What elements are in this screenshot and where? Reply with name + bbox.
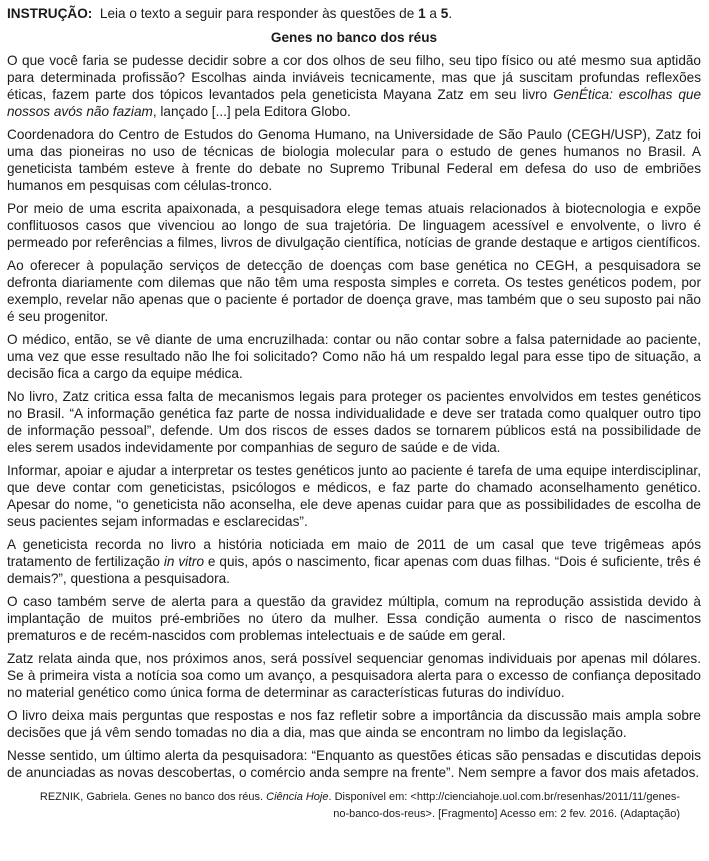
text-segment: Informar, apoiar e ajudar a interpretar os testes genéticos junto ao paciente é tarefa de uma equipe interdisciplinar, que deve contar com geneticistas, psicólogos e médicos, e faz parte do chamado aconselhamento genético. Apesar do nome, “o geneticista não aconselha, ele deve apenas cuidar para que as possibilidades de escolha de seus pacientes sejam informadas e esclarecidas”.: [7, 463, 701, 529]
text-segment: Leia o texto a seguir para responder às questões de: [92, 6, 419, 21]
paragraph: [7, 52, 701, 120]
text-segment: REZNIK, Gabriela. Genes no banco dos réus.: [39, 791, 267, 803]
text-segment: O que você faria se pudesse decidir sobre a cor dos olhos de seu filho, seu tipo físico ou até mesmo sua aptidão para determinada profissão? Escolhas ainda inviáveis tecnicamente, mas que já suscitam profundas reflexões éticas, fazem parte dos tópicos levantados pela geneticista Mayana Zatz em seu livro: [7, 53, 701, 102]
text-segment: O caso também serve de alerta para a questão da gravidez múltipla, comum na reprodução assistida devido à implantação de muitos pré-embriões no útero da mulher. Essa condição aumenta o risco de nascimentos prematuros e de recém-nascidos com problemas intelectuais e de saúde em geral.: [7, 594, 701, 643]
text-segment: O médico, então, se vê diante de uma encruzilhada: contar ou não contar sobre a falsa paternidade ao paciente, uma vez que esse resultado não lhe foi solicitado? Como não há um respaldo legal para esse tipo de situação, a decisão fica a cargo da equipe médica.: [7, 332, 701, 381]
text-title: Genes no banco dos réus: [270, 30, 438, 45]
text-segment: . Disponível em: <http://cienciahoje.uol.com.br/resenhas/2011/11/genes-no-banco-dos-reus>. [Fragmento] Acesso em: 2 fev. 2016. (Adaptação): [328, 791, 680, 820]
text-segment: 5: [440, 6, 449, 21]
instruction-line: [7, 5, 701, 22]
text-segment: A geneticista recorda no livro a história noticiada em maio de 2011 de um casal que teve trigêmeas após tratamento de fertilização: [7, 537, 701, 569]
paragraph: [7, 593, 701, 644]
text-segment: O livro deixa mais perguntas que respostas e nos faz refletir sobre a importância da discussão mais ampla sobre decisões que já vêm sendo tomadas no dia a dia, mas que ainda se encontram no limbo da legislação.: [7, 708, 701, 740]
text-segment: No livro, Zatz critica essa falta de mecanismos legais para proteger os pacientes envolvidos em testes genéticos no Brasil. “A informação genética faz parte de nossa individualidade e deve ser tratada como qualquer outro tipo de informação pessoal”, defende. Um dos riscos de esses dados se tornarem públicos está na possibilidade de eles serem usados indevidamente por companhias de seguro de saúde e de vida.: [7, 389, 701, 455]
text-segment: a: [425, 6, 441, 21]
text-segment: Ciência Hoje: [266, 791, 329, 803]
paragraph: [7, 331, 701, 382]
paragraph: [7, 650, 701, 701]
text-segment: .: [448, 6, 453, 21]
paragraph: [7, 200, 701, 251]
paragraph: [7, 257, 701, 325]
citation-reference: [25, 789, 680, 823]
text-segment: Nesse sentido, um último alerta da pesquisadora: “Enquanto as questões éticas são pensadas e discutidas depois de anunciadas as novas descobertas, o comércio anda sempre na frente”. Nem sempre a favor dos mais afetados.: [7, 748, 701, 780]
text-segment: Coordenadora do Centro de Estudos do Genoma Humano, na Universidade de São Paulo (CEGH/USP), Zatz foi uma das pioneiras no uso de técnicas de biologia molecular para o estudo de genes humanos no Brasil. A geneticista também esteve à frente do debate no Supremo Tribunal Federal em defesa do uso de embriões humanos em pesquisas com células-tronco.: [7, 127, 701, 193]
paragraph: [7, 126, 701, 194]
paragraph: [7, 388, 701, 456]
text-segment: GenÉtica: escolhas que nossos avós não faziam: [7, 87, 702, 119]
paragraph: [7, 707, 701, 741]
paragraph: [7, 536, 701, 587]
text-segment: , lançado [...] pela Editora Globo.: [152, 104, 351, 119]
text-segment: INSTRUÇÃO:: [7, 6, 93, 21]
paragraph: [7, 462, 701, 530]
text-segment: Zatz relata ainda que, nos próximos anos, será possível sequenciar genomas individuais por apenas mil dólares. Se à primeira vista a notícia soa como um avanço, a pesquisadora alerta para o excesso de confiança depositado no material genético como única forma de determinar as características futuras do indivíduo.: [7, 651, 701, 700]
paragraph: [7, 747, 701, 781]
text-segment: Por meio de uma escrita apaixonada, a pesquisadora elege temas atuais relacionados à biotecnologia e expõe conflituosos casos que vivenciou ao longo de sua trajetória. De linguagem acessível e envolvente, o livro é permeado por referências a filmes, livros de divulgação científica, notícias de grande destaque e artigos científicos.: [7, 201, 701, 250]
text-body: [7, 52, 701, 781]
text-segment: Ao oferecer à população serviços de detecção de doenças com base genética no CEGH, a pesquisadora se defronta diariamente com dilemas que não têm uma resposta simples e correta. Os testes genéticos podem, por exemplo, revelar não apenas que o paciente é portador de doença grave, mas também que o seu suposto pai não é seu progenitor.: [7, 258, 701, 324]
text-segment: in vitro: [163, 554, 205, 569]
text-segment: 1: [418, 6, 426, 21]
text-segment: e quis, após o nascimento, ficar apenas com duas filhas. “Dois é suficiente, três é demais?”, questiona a pesquisadora.: [7, 554, 701, 586]
